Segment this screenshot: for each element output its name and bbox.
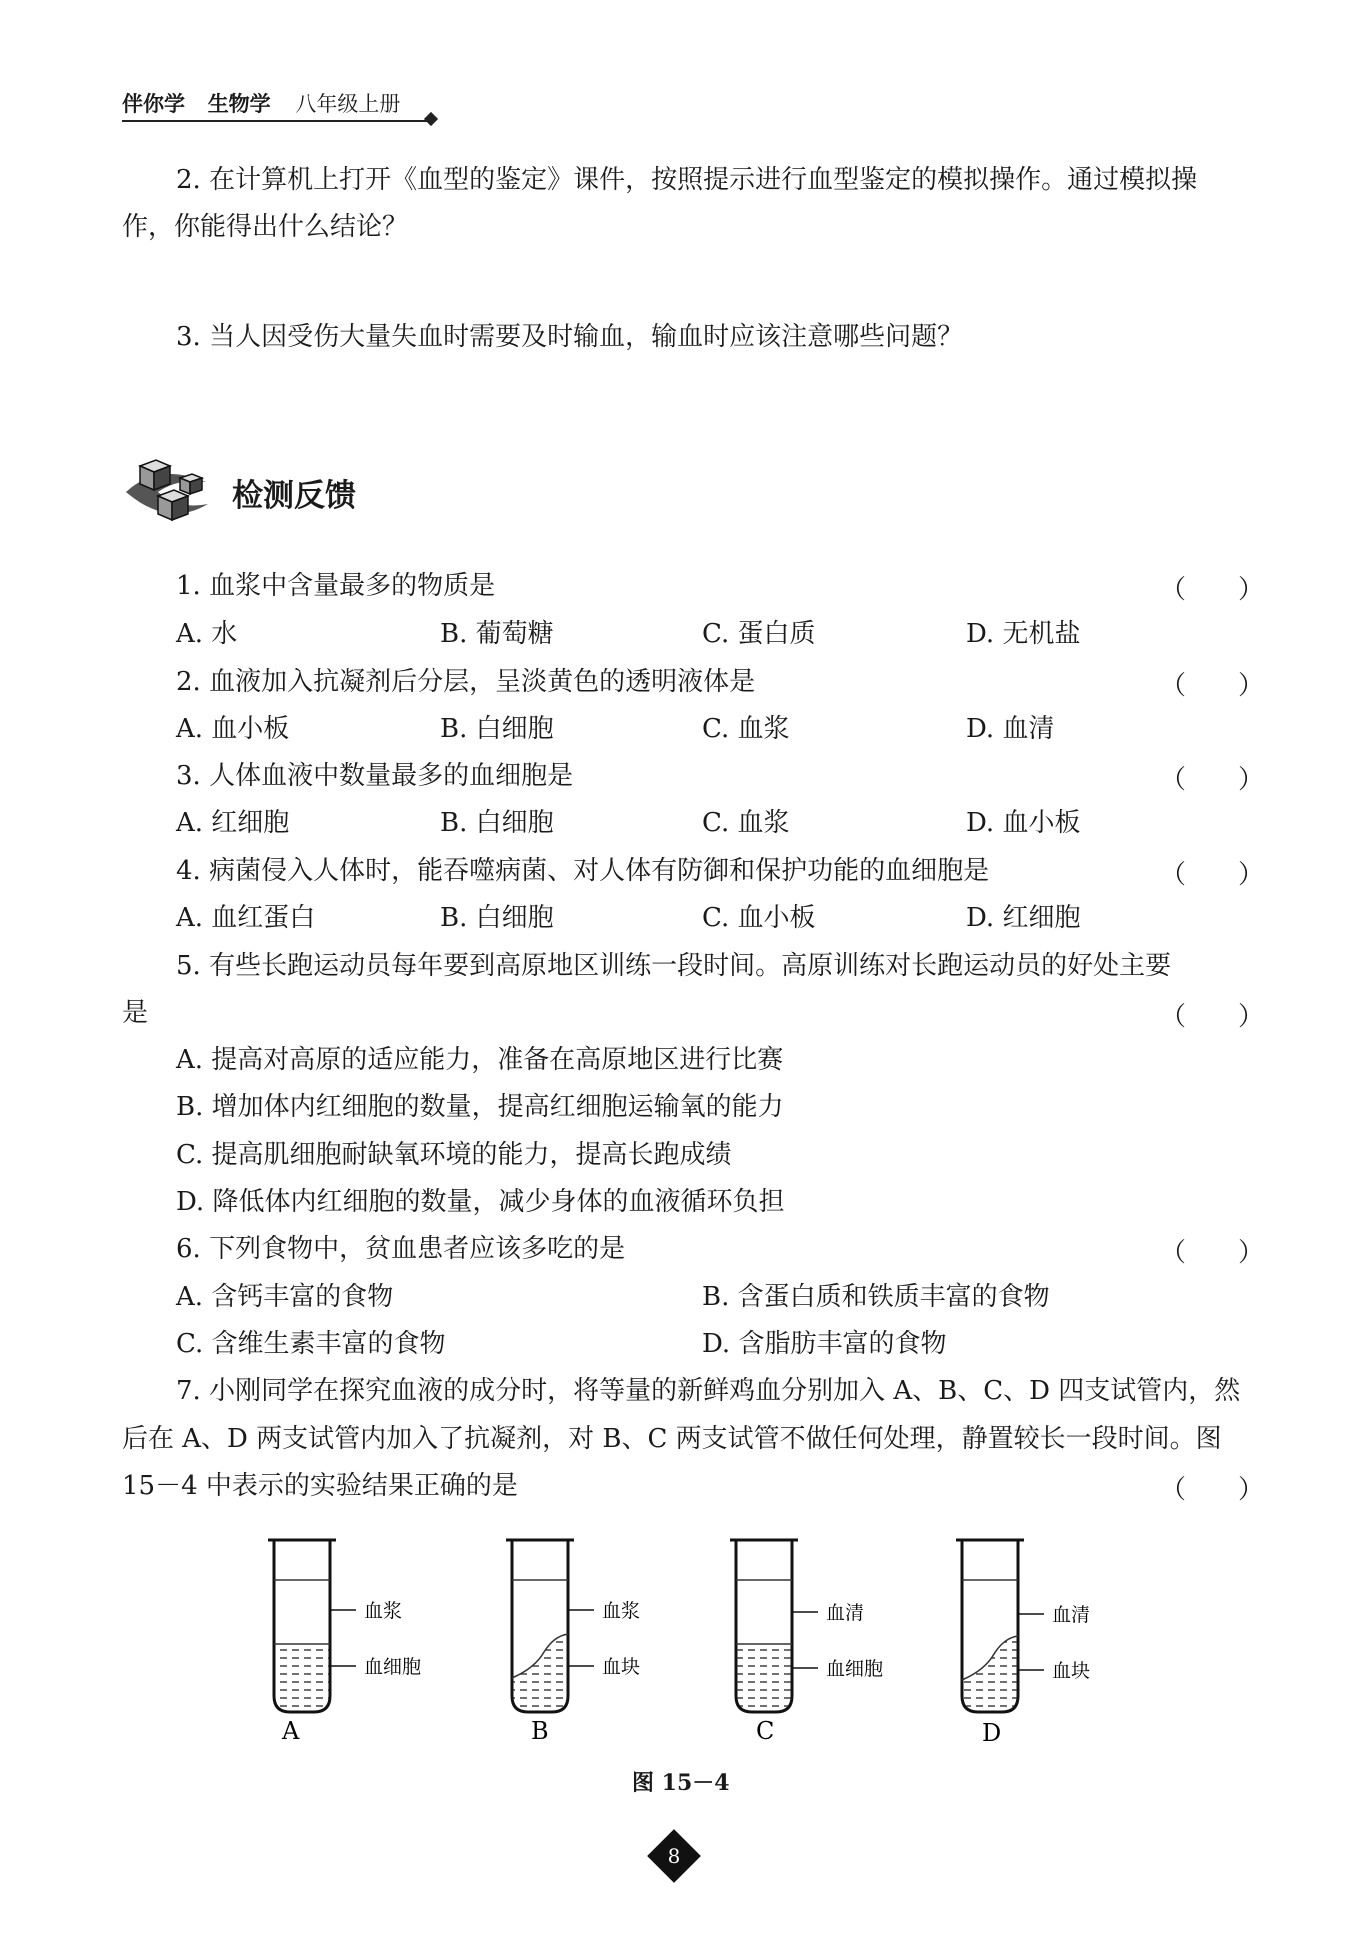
test-tube-figure	[230, 1518, 1130, 1758]
tube-b-upper-label: 血浆	[602, 1600, 641, 1622]
q6-option-c: C. 含维生素丰富的食物	[176, 1329, 446, 1359]
q7-answer-paren: （ ）	[1160, 1475, 1265, 1505]
tube-b	[506, 1540, 640, 1745]
tube-d-lower-label: 血块	[1052, 1660, 1091, 1682]
q1-option-c: C. 蛋白质	[702, 619, 816, 649]
q3-option-d: D. 血小板	[966, 808, 1081, 838]
q3-option-a: A. 红细胞	[176, 808, 290, 838]
header-grade: 八年级上册	[295, 92, 401, 116]
q3-answer-paren: （ ）	[1160, 765, 1265, 795]
q7-stem-line1: 7. 小刚同学在探究血液的成分时，将等量的新鲜鸡血分别加入 A、B、C、D 四支试管内，然	[176, 1376, 1241, 1406]
tube-c-letter: C	[756, 1717, 775, 1745]
tube-c	[730, 1540, 883, 1745]
q3-stem: 3. 人体血液中数量最多的血细胞是	[176, 761, 574, 791]
tube-a-letter: A	[282, 1717, 300, 1745]
header-brand: 伴你学	[122, 92, 185, 116]
q3-option-c: C. 血浆	[702, 808, 790, 838]
q6-stem: 6. 下列食物中，贫血患者应该多吃的是	[176, 1234, 626, 1264]
q2-option-b: B. 白细胞	[440, 714, 554, 744]
header-rule	[122, 120, 432, 122]
q2-option-a: A. 血小板	[176, 714, 290, 744]
q5-option-d: D. 降低体内红细胞的数量，减少身体的血液循环负担	[176, 1187, 785, 1217]
cube-section-icon	[118, 452, 218, 532]
q5-stem-line2: 是	[122, 998, 149, 1028]
tube-d-upper-label: 血清	[1052, 1604, 1091, 1626]
header-subject: 生物学	[207, 92, 271, 116]
page-number: 8	[667, 1844, 681, 1868]
header-diamond	[424, 112, 438, 126]
q7-stem-line3: 15－4 中表示的实验结果正确的是	[122, 1471, 518, 1501]
q4-option-d: D. 红细胞	[966, 903, 1081, 933]
tube-a	[268, 1540, 421, 1745]
q5-option-b: B. 增加体内红细胞的数量，提高红细胞运输氧的能力	[176, 1092, 784, 1122]
q6-option-d: D. 含脂肪丰富的食物	[702, 1329, 947, 1359]
prev-q2-line1: 2. 在计算机上打开《血型的鉴定》课件，按照提示进行血型鉴定的模拟操作。通过模拟操	[176, 165, 1198, 195]
q5-option-c: C. 提高肌细胞耐缺氧环境的能力，提高长跑成绩	[176, 1140, 732, 1170]
q4-option-c: C. 血小板	[702, 903, 816, 933]
page-number-badge	[648, 1830, 700, 1882]
q2-option-c: C. 血浆	[702, 714, 790, 744]
figure-caption: 图 15－4	[632, 1770, 730, 1796]
prev-q2-line2: 作，你能得出什么结论？	[122, 212, 409, 242]
q5-option-a: A. 提高对高原的适应能力，准备在高原地区进行比赛	[176, 1045, 784, 1075]
q1-option-d: D. 无机盐	[966, 619, 1081, 649]
tube-b-lower-label: 血块	[602, 1656, 641, 1678]
tube-d	[956, 1540, 1090, 1747]
q4-answer-paren: （ ）	[1160, 860, 1265, 890]
q4-stem: 4. 病菌侵入人体时，能吞噬病菌、对人体有防御和保护功能的血细胞是	[176, 856, 990, 886]
q2-stem: 2. 血液加入抗凝剂后分层，呈淡黄色的透明液体是	[176, 667, 756, 697]
q1-answer-paren: （ ）	[1160, 575, 1265, 605]
tube-a-upper-label: 血浆	[364, 1600, 403, 1622]
q5-stem-line1: 5. 有些长跑运动员每年要到高原地区训练一段时间。高原训练对长跑运动员的好处主要	[176, 951, 1172, 981]
tube-c-upper-label: 血清	[826, 1602, 865, 1624]
tube-d-letter: D	[982, 1719, 1002, 1747]
q2-option-d: D. 血清	[966, 714, 1055, 744]
q7-stem-line2: 后在 A、D 两支试管内加入了抗凝剂，对 B、C 两支试管不做任何处理，静置较长一段时间。图	[122, 1424, 1222, 1454]
tube-c-lower-label: 血细胞	[826, 1658, 884, 1680]
q5-answer-paren: （ ）	[1160, 1002, 1265, 1032]
q2-answer-paren: （ ）	[1160, 671, 1265, 701]
q6-option-a: A. 含钙丰富的食物	[176, 1282, 394, 1312]
tube-b-letter: B	[531, 1717, 549, 1745]
prev-q3: 3. 当人因受伤大量失血时需要及时输血，输血时应该注意哪些问题？	[176, 322, 964, 352]
q1-stem: 1. 血浆中含量最多的物质是	[176, 571, 496, 601]
q1-option-a: A. 水	[176, 619, 238, 649]
q6-option-b: B. 含蛋白质和铁质丰富的食物	[702, 1282, 1050, 1312]
tube-a-lower-label: 血细胞	[364, 1656, 422, 1678]
q3-option-b: B. 白细胞	[440, 808, 554, 838]
q4-option-a: A. 血红蛋白	[176, 903, 316, 933]
section-title: 检测反馈	[232, 478, 356, 514]
page-header	[122, 88, 400, 118]
q4-option-b: B. 白细胞	[440, 903, 554, 933]
q1-option-b: B. 葡萄糖	[440, 619, 554, 649]
q6-answer-paren: （ ）	[1160, 1238, 1265, 1268]
